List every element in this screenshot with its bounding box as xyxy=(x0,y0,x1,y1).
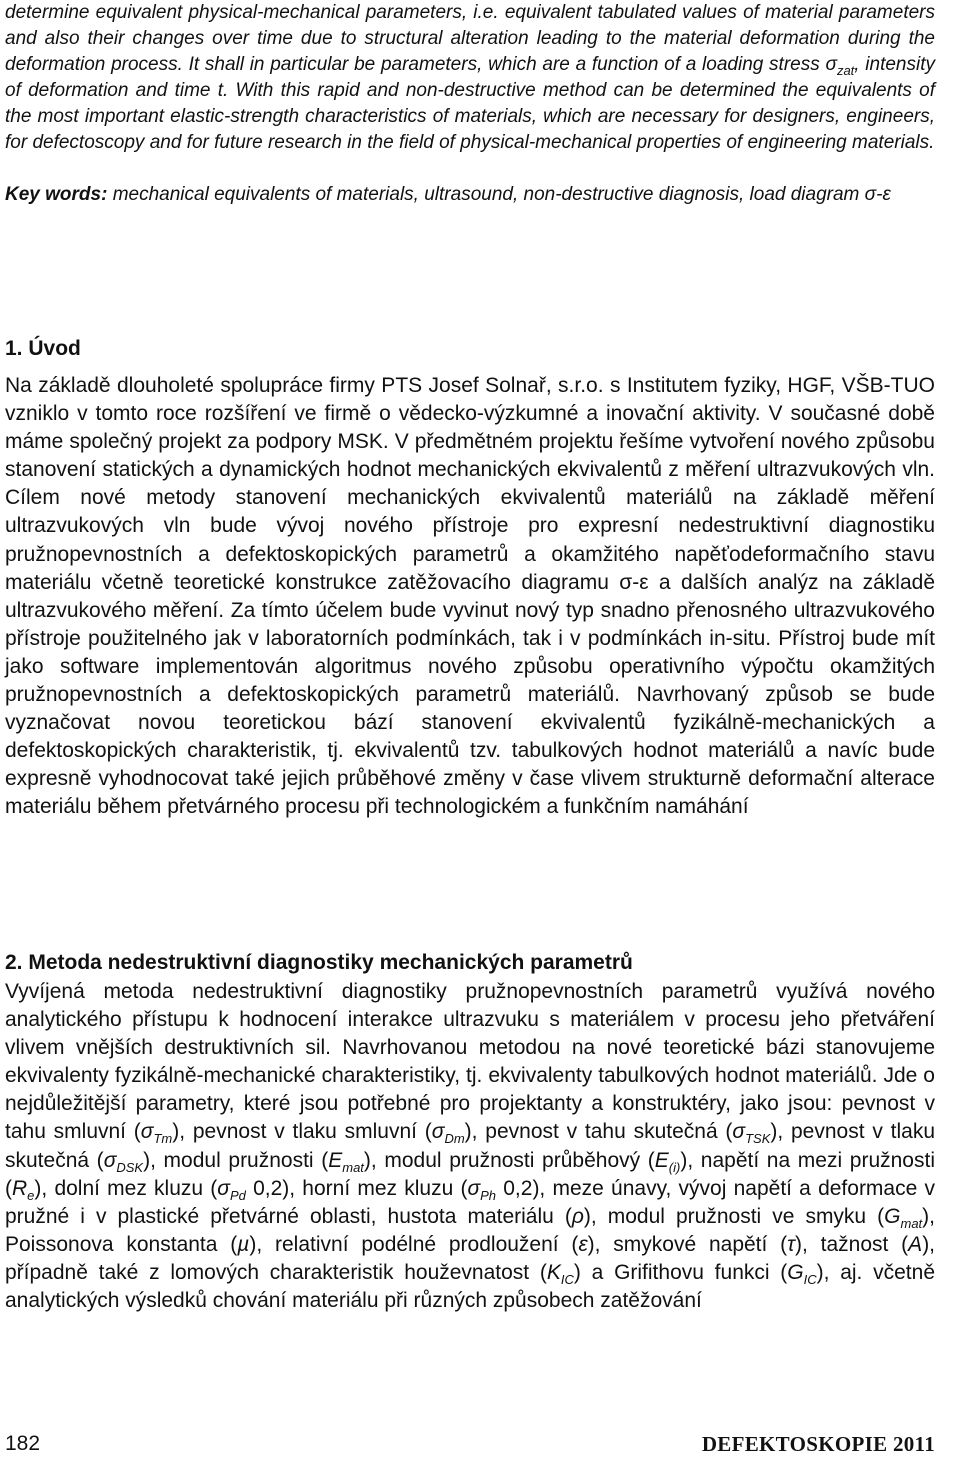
abstract-text-1: determine equivalent physical-mechanical parameters, i.e. equivalent tabulated values of material parameters and also their changes over time due to structural alteration leading to the material deformation during the deformation process. It shall in particular be parameters, which are a function of a loading stress σ xyxy=(5,2,935,75)
section-1 xyxy=(5,336,935,822)
section-1-heading: 1. Úvod xyxy=(5,337,81,360)
page-number: 182 xyxy=(5,1432,41,1455)
abstract-paragraph xyxy=(5,0,935,156)
keywords-label: Key words: xyxy=(5,184,108,205)
section-2 xyxy=(5,950,935,1315)
keywords xyxy=(5,182,935,208)
page-footer xyxy=(5,1432,935,1458)
keywords-text: mechanical equivalents of materials, ultrasound, non-destructive diagnosis, load diagram σ-ε xyxy=(107,184,891,205)
section-1-body: Na základě dlouholeté spolupráce firmy PTS Josef Solnař, s.r.o. s Institutem fyziky, HGF, VŠB-TUO vzniklo v tomto roce rozšíření ve firmě o vědecko-výzkumné a inovační aktivity. V současné době máme společný projekt za podpory MSK. V předmětném projektu řešíme vytvoření nového způsobu stanovení statických a dynamických hodnot mechanických ekvivalentů z měření ultrazvukových vln. Cílem nové metody stanovení mechanických ekvivalentů materiálů na základě měření ultrazvukových vln bude vývoj nového přístroje pro expresní nedestruktivní diagnostiku pružnopevnostních a defektoskopických parametrů a okamžitého napěťodeformačního stavu materiálu včetně teoretické konstrukce zatěžovacího diagramu σ-ε a dalších analýz na základě ultrazvukového měření. Za tímto účelem bude vyvinut nový typ snadno přenosného ultrazvukového přístroje použitelného jak v laboratorních podmínkách, tak i v podmínkách in-situ. Přístroj bude mít jako software implementován algoritmus nového způsobu operativního výpočtu okamžitých pružnopevnostních a defektoskopických parametrů materiálů. Navrhovaný způsob se bude vyznačovat novou teoretickou bází stanovení ekvivalentů fyzikálně-mechanických a defektoskopických charakteristik, tj. ekvivalentů tzv. tabulkových hodnot materiálů a navíc bude expresně vyhodnocovat také jejich průběhové změny v čase vlivem strukturně deformační alterace materiálu během přetvárného procesu při technologickém a funkčním namáhání xyxy=(5,374,935,819)
abstract-text-2: , intensity of deformation and time t. With this rapid and non-destructive method can be determined the equivalents of the most important elastic-strength characteristics of materials, which are necessary for designers, engineers, for defectoscopy and for future research in the field of physical-mechanical properties of engineering materials. xyxy=(5,54,935,153)
section-2-heading: 2. Metoda nedestruktivní diagnostiky mechanických parametrů xyxy=(5,951,633,974)
page-content xyxy=(5,0,936,1313)
journal-name: DEFEKTOSKOPIE 2011 xyxy=(701,1432,935,1456)
section-2-body: Vyvíjená metoda nedestruktivní diagnostiky pružnopevnostních parametrů využívá nového analytického přístupu k hodnocení interakce ultrazvuku s materiálem v procesu jeho přetváření vlivem vnějších destruktivních sil. Navrhovanou metodou na nové teoretické bázi stanovujeme ekvivalenty fyzikálně-mechanické charakteristiky, tj. ekvivalenty tabulkových hodnot materiálů. Jde o nejdůležitější parametry, které jsou potřebné pro projektanty a konstruktéry, jako jsou: pevnost v tahu smluvní $(\sigma_{Tm})$, pevnost v tlaku smluvní $(\sigma_{Dm})$, pevnost v tahu skutečná $(\sigma_{TSK})$, pevnost v tlaku skutečná $(\sigma_{DSK})$, modul pružnosti $(E_{mat})$, modul pružnosti průběhový $(E_{(i)})$, napětí na mezi pružnosti $(R_e)$, dolní mez kluzu ($\sigma_{Pd}$ 0,2), horní mez kluzu ($\sigma_{Ph}$ 0,2), meze únavy, vývoj napětí a deformace v pružné i v plastické přetvárné oblasti, hustota materiálu (ρ), modul pružnosti ve smyku $(G_{mat})$, Poissonova konstanta (µ), relativní podélné prodloužení (ε), smykové napětí (τ), tažnost (A), případně také z lomových charakteristik houževnatost $(K_{IC})$ a Grifithovu funkci $(G_{IC})$, aj. včetně analytických výsledků chování materiálu při různých způsobech zatěžování xyxy=(5,980,936,1313)
sigma-zat-subscript: zat xyxy=(836,62,855,78)
